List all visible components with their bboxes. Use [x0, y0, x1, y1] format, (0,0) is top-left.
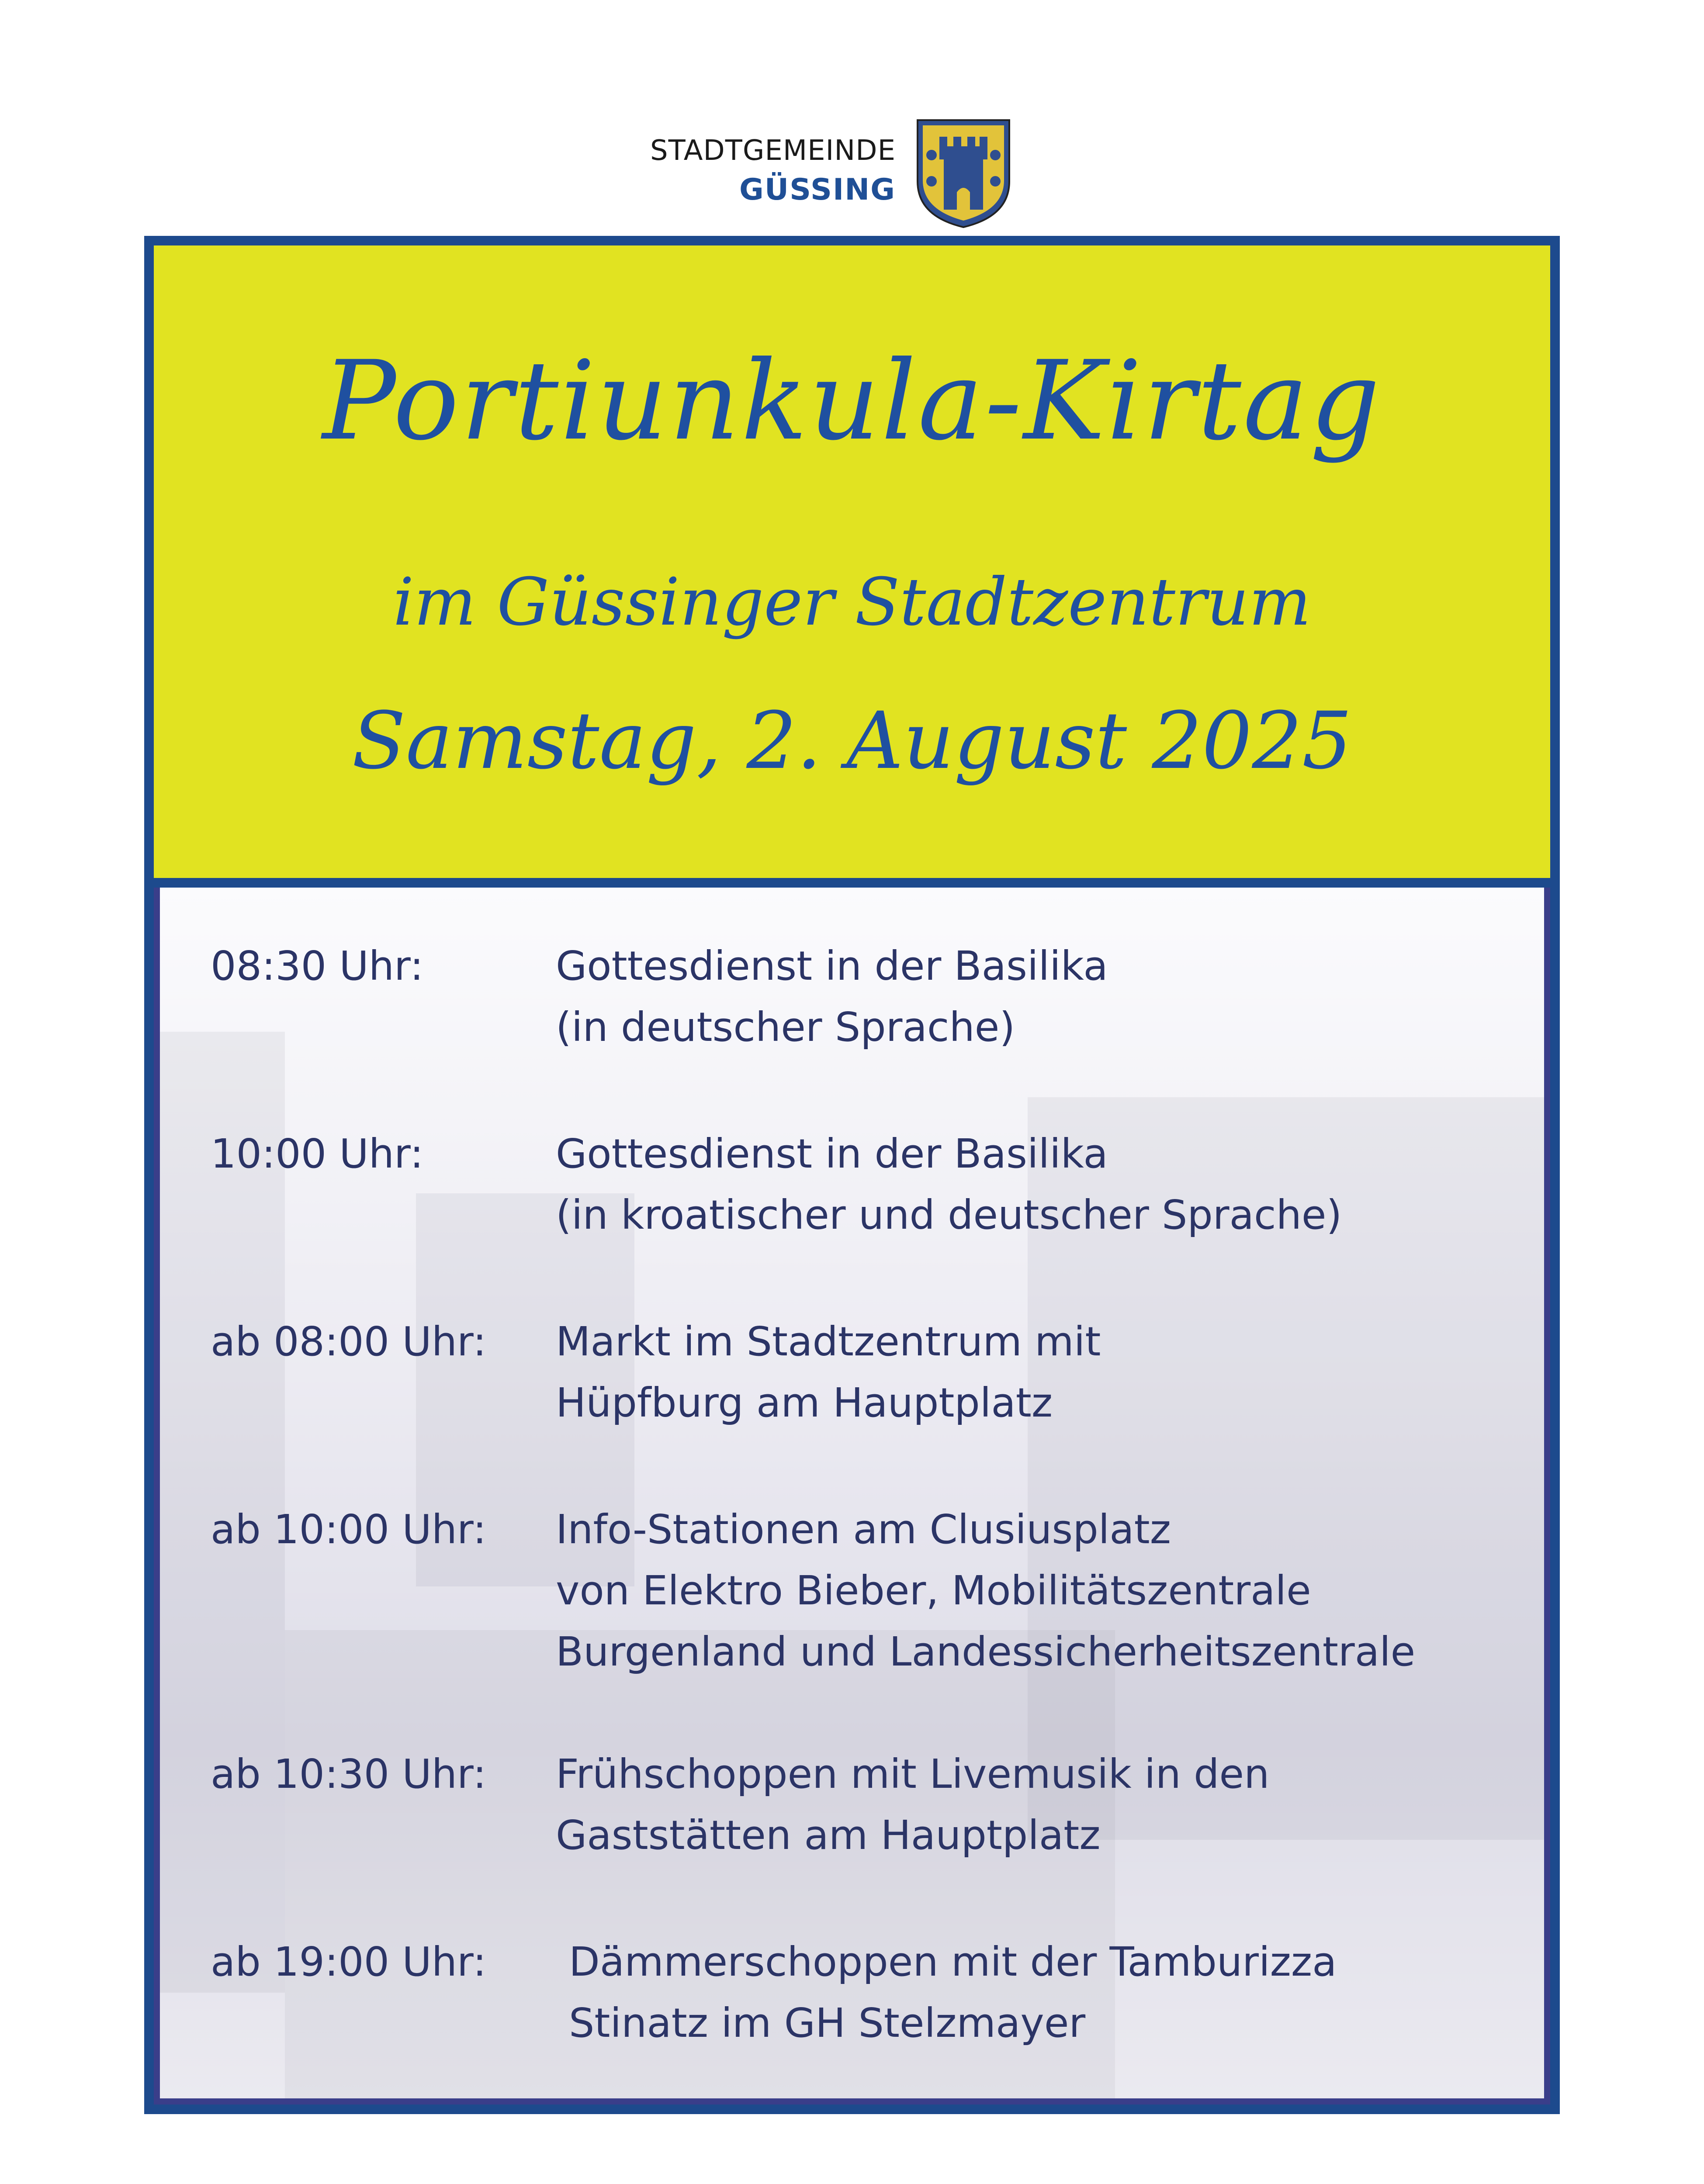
title-banner: [154, 245, 1550, 888]
schedule-description: [556, 1744, 1550, 1866]
event-title: Portiunkula-Kirtag: [322, 337, 1382, 464]
description-line: (in kroatischer und deutscher Sprache): [556, 1192, 1342, 1238]
description-line: von Elektro Bieber, Mobilitätszentrale: [556, 1567, 1311, 1614]
org-line-2: GÜSSING: [739, 173, 896, 207]
schedule-time: 08:30 Uhr:: [211, 943, 424, 989]
schedule-time: 10:00 Uhr:: [211, 1130, 424, 1177]
description-line: (in deutscher Sprache): [556, 1004, 1015, 1051]
description-line: Gottesdienst in der Basilika: [556, 943, 1108, 989]
description-line: Info-Stationen am Clusiusplatz: [556, 1506, 1171, 1553]
schedule-time: ab 10:30 Uhr:: [211, 1751, 487, 1797]
description-line: Stinatz im GH Stelzmayer: [569, 2000, 1086, 2046]
description-line: Gaststätten am Hauptplatz: [556, 1812, 1101, 1859]
description-line: Frühschoppen mit Livemusik in den: [556, 1751, 1270, 1797]
schedule-time: ab 19:00 Uhr:: [211, 1939, 487, 1985]
description-line: Hüpfburg am Hauptplatz: [556, 1379, 1053, 1426]
schedule-time: ab 08:00 Uhr:: [211, 1318, 487, 1365]
description-line: Markt im Stadtzentrum mit: [556, 1318, 1101, 1365]
event-subtitle: im Güssinger Stadtzentrum: [393, 564, 1311, 640]
schedule-description: [556, 936, 1550, 1058]
coat-of-arms-icon: [913, 116, 1014, 229]
event-date: Samstag, 2. August 2025: [352, 695, 1352, 787]
schedule-time: ab 10:00 Uhr:: [211, 1506, 487, 1553]
description-line: Gottesdienst in der Basilika: [556, 1130, 1108, 1177]
org-line-1: STADTGEMEINDE: [650, 135, 896, 167]
schedule-panel: [154, 888, 1550, 2105]
description-line: Dämmerschoppen mit der Tamburizza: [569, 1939, 1337, 1985]
description-line: Burgenland und Landessicherheitszentrale: [556, 1628, 1416, 1675]
schedule-description: [569, 1932, 1550, 2054]
municipality-name: [625, 131, 896, 210]
schedule-description: [556, 1311, 1550, 1434]
poster-frame: [144, 236, 1560, 2114]
schedule-description: [556, 1123, 1550, 1246]
schedule-description: [556, 1499, 1550, 1683]
